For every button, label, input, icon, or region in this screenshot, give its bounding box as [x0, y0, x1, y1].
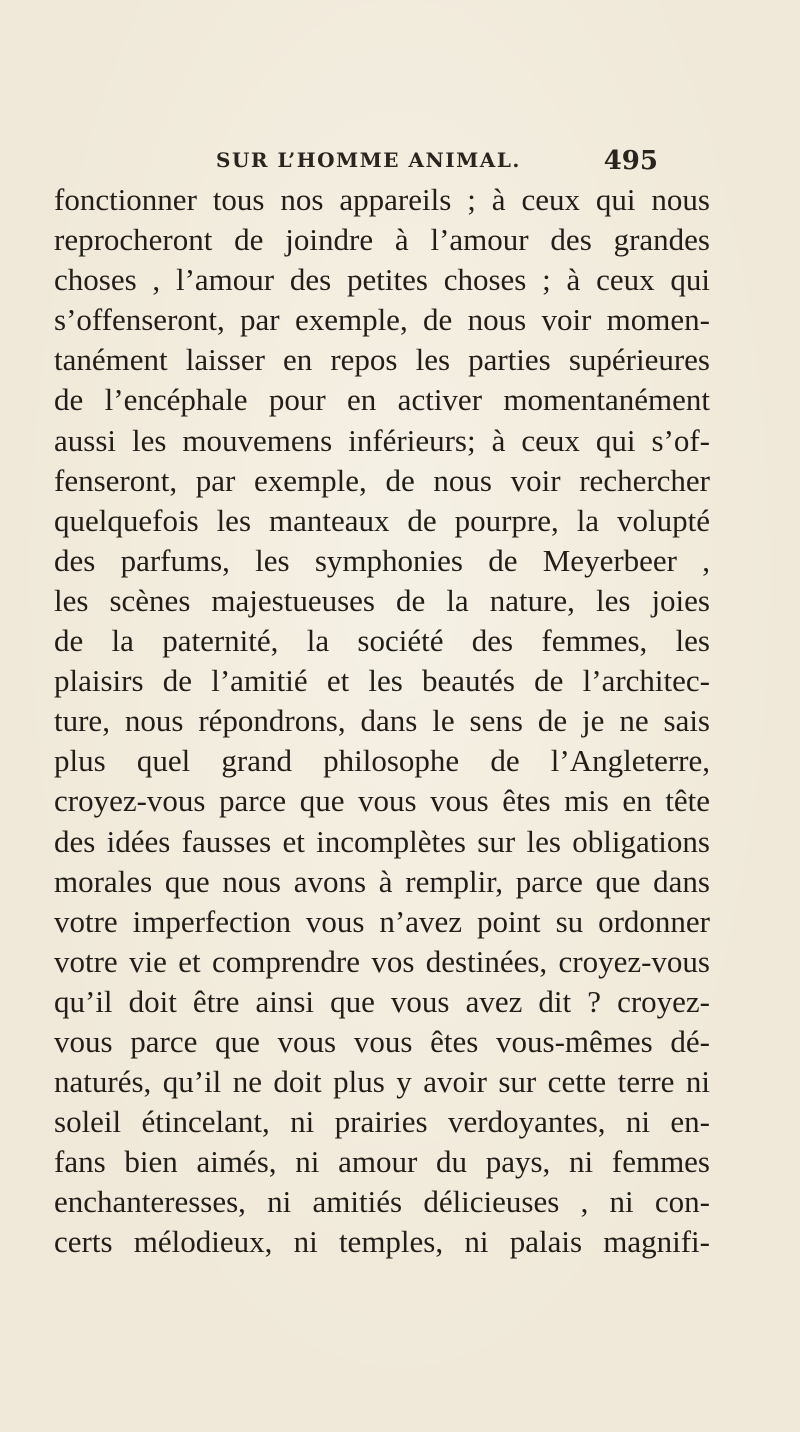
text-line: des parfums, les symphonies de Meyerbeer , — [54, 542, 710, 578]
text-line: reprocheront de joindre à l’amour des grandes — [54, 222, 710, 258]
text-line: votre imperfection vous n’avez point su ordonner — [54, 903, 710, 939]
body-text — [54, 180, 710, 1263]
text-line: tanément laisser en repos les parties supérieures — [54, 342, 710, 378]
text-line: plus quel grand philosophe de l’Angleterre, — [54, 743, 710, 779]
text-line: qu’il doit être ainsi que vous avez dit ? croyez- — [54, 983, 710, 1019]
running-head — [216, 148, 658, 178]
text-line: choses , l’amour des petites choses ; à ceux qui — [54, 262, 710, 298]
text-line: soleil étincelant, ni prairies verdoyantes, ni en- — [54, 1104, 710, 1140]
text-line: enchanteresses, ni amitiés délicieuses , ni con- — [54, 1184, 710, 1220]
text-line: aussi les mouvemens inférieurs; à ceux qui s’of- — [54, 422, 710, 458]
text-line: votre vie et comprendre vos destinées, croyez-vous — [54, 943, 710, 979]
text-line: certs mélodieux, ni temples, ni palais magnifi- — [54, 1224, 710, 1260]
text-line: fenseront, par exemple, de nous voir rechercher — [54, 462, 710, 498]
text-line: naturés, qu’il ne doit plus y avoir sur cette terre ni — [54, 1064, 710, 1100]
text-line: des idées fausses et incomplètes sur les obligations — [54, 823, 710, 859]
text-line: quelquefois les manteaux de pourpre, la volupté — [54, 502, 710, 538]
text-line: ture, nous répondrons, dans le sens de je ne sais — [54, 703, 710, 739]
text-line: fonctionner tous nos appareils ; à ceux qui nous — [54, 182, 710, 217]
page-number: 495 — [603, 146, 658, 176]
text-line: de la paternité, la société des femmes, les — [54, 623, 710, 659]
running-title: SUR L’HOMME ANIMAL. — [216, 148, 521, 172]
text-line: plaisirs de l’amitié et les beautés de l’architec- — [54, 663, 710, 699]
text-line: de l’encéphale pour en activer momentanément — [54, 382, 710, 418]
text-line: croyez-vous parce que vous vous êtes mis en tête — [54, 783, 710, 819]
text-line: s’offenseront, par exemple, de nous voir momen- — [54, 302, 710, 338]
text-line: fans bien aimés, ni amour du pays, ni femmes — [54, 1144, 710, 1180]
text-line: les scènes majestueuses de la nature, les joies — [54, 582, 710, 618]
text-line: vous parce que vous vous êtes vous-mêmes dé- — [54, 1023, 710, 1059]
text-line: morales que nous avons à remplir, parce que dans — [54, 863, 710, 899]
